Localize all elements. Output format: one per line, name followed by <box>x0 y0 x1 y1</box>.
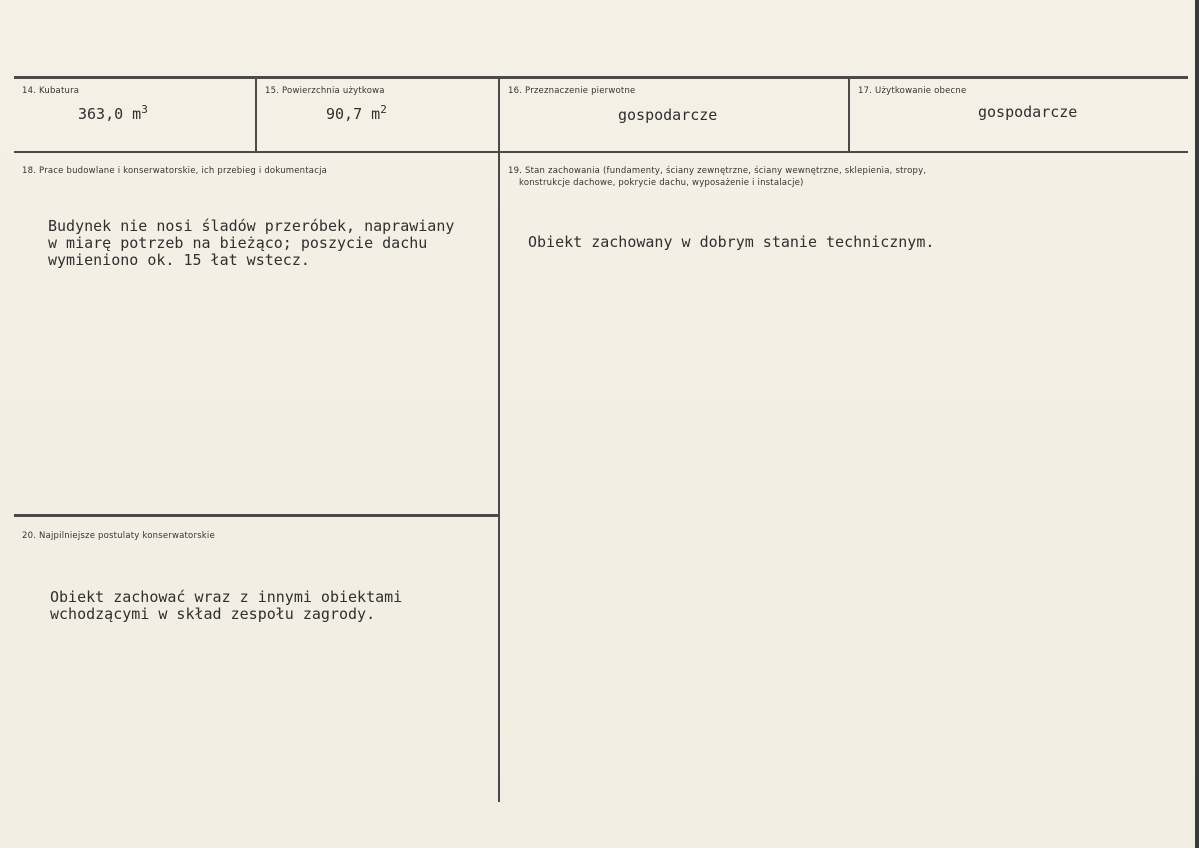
row-divider-1 <box>14 151 1188 153</box>
field-15-exponent: 2 <box>380 103 387 116</box>
field-14-label: 14. Kubatura <box>22 86 80 96</box>
field-18-line-3: wymieniono ok. 15 łat wstecz. <box>48 251 310 269</box>
field-19-label-line-2: konstrukcje dachowe, pokrycie dachu, wyposażenie i instalacje) <box>519 178 804 188</box>
field-14-exponent: 3 <box>141 103 148 116</box>
field-20-label: 20. Najpilniejsze postulaty konserwatorskie <box>22 531 215 541</box>
field-17-label: 17. Użytkowanie obecne <box>858 86 967 96</box>
col-divider-3 <box>848 78 850 152</box>
field-18-line-2: w miarę potrzeb na bieżąco; poszycie dachu <box>48 234 428 252</box>
col-divider-2 <box>498 78 500 802</box>
field-18-label: 18. Prace budowlane i konserwatorskie, ich przebieg i dokumentacja <box>22 166 328 176</box>
field-16-label: 16. Przeznaczenie pierwotne <box>508 86 636 96</box>
field-14-number: 363,0 m <box>78 105 142 123</box>
field-16-value: gospodarcze <box>618 106 718 124</box>
field-17-value: gospodarcze <box>978 103 1078 121</box>
row-divider-left <box>14 514 498 517</box>
field-15-label: 15. Powierzchnia użytkowa <box>265 86 385 96</box>
field-19-text: Obiekt zachowany w dobrym stanie technicznym. <box>528 233 935 251</box>
field-20-line-1: Obiekt zachować wraz z innymi obiektami <box>50 588 403 606</box>
field-19-label-line-1: 19. Stan zachowania (fundamenty, ściany zewnętrzne, ściany wewnętrzne, sklepienia, stropy, <box>508 166 927 176</box>
field-18-line-1: Budynek nie nosi śladów przeróbek, naprawiany <box>48 217 455 235</box>
field-15-value <box>326 103 387 123</box>
field-14-value <box>78 103 148 123</box>
field-15-number: 90,7 m <box>326 105 381 123</box>
field-20-line-2: wchodzącymi w skład zespołu zagrody. <box>50 605 376 623</box>
col-divider-1 <box>255 78 257 152</box>
top-rule <box>14 76 1188 79</box>
